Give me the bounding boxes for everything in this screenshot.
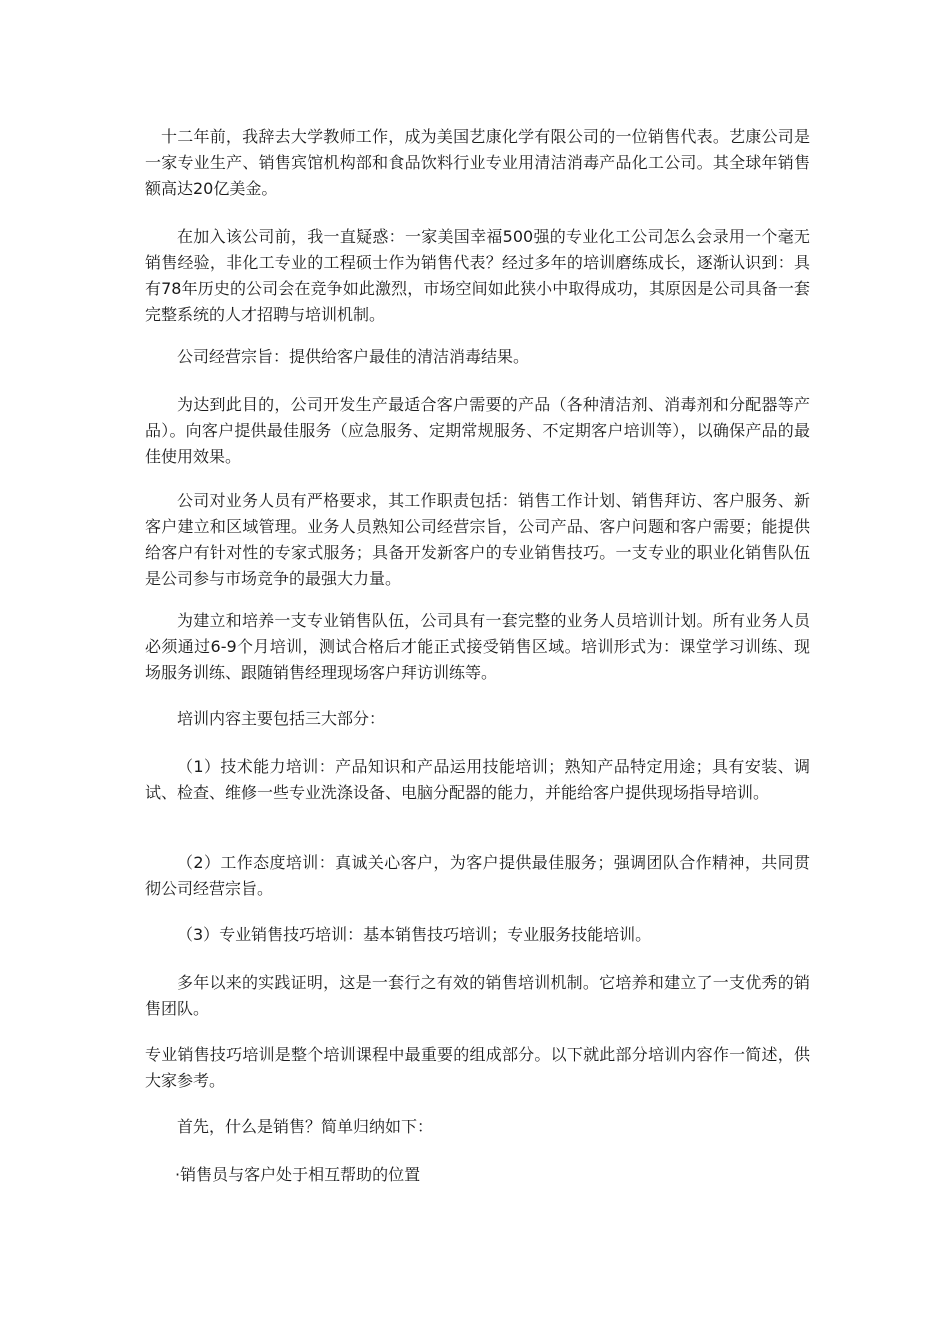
paragraph-training-plan: 为建立和培养一支专业销售队伍，公司具有一套完整的业务人员培训计划。所有业务人员必须通过6-9个月培训，测试合格后才能正式接受销售区域。培训形式为：课堂学习训练、现场服务训练、跟随销售经理现场客户拜访训练等。 xyxy=(145,611,810,682)
paragraph-training-content: 培训内容主要包括三大部分： xyxy=(177,709,386,728)
paragraph-item-1: （1）技术能力培训：产品知识和产品运用技能培训；熟知产品特定用途；具有安装、调试、检查、维修一些专业洗涤设备、电脑分配器的能力，并能给客户提供现场指导培训。 xyxy=(145,757,810,802)
paragraph-item-2: （2）工作态度培训：真诚关心客户，为客户提供最佳服务；强调团队合作精神，共同贯彻公司经营宗旨。 xyxy=(145,853,810,898)
paragraph-duties: 公司对业务人员有严格要求，其工作职责包括：销售工作计划、销售拜访、客户服务、新客户建立和区域管理。业务人员熟知公司经营宗旨，公司产品、客户问题和客户需要；能提供给客户有针对性的专家式服务；具备开发新客户的专业销售技巧。一支专业的职业化销售队伍是公司参与市场竞争的最强大力量。 xyxy=(145,491,810,588)
paragraph-mission: 公司经营宗旨：提供给客户最佳的清洁消毒结果。 xyxy=(177,347,530,366)
paragraph-products: 为达到此目的，公司开发生产最适合客户需要的产品（各种清洁剂、消毒剂和分配器等产品）。向客户提供最佳服务（应急服务、定期常规服务、不定期客户培训等），以确保产品的最佳使用效果。 xyxy=(145,395,810,466)
paragraph-what-is-sales: 首先，什么是销售？简单归纳如下： xyxy=(177,1117,434,1136)
paragraph-item-3: （3）专业销售技巧培训：基本销售技巧培训；专业服务技能培训。 xyxy=(177,925,652,944)
paragraph-doubt: 在加入该公司前，我一直疑惑：一家美国幸福500强的专业化工公司怎么会录用一个毫无销售经验，非化工专业的工程硕士作为销售代表？经过多年的培训磨练成长，逐渐认识到：具有78年历史的公司会在竞争如此激烈，市场空间如此狭小中取得成功，其原因是公司具备一套完整系统的人才招聘与培训机制。 xyxy=(145,227,810,324)
bullet-item: ·销售员与客户处于相互帮助的位置 xyxy=(175,1165,421,1184)
paragraph-practice: 多年以来的实践证明，这是一套行之有效的销售培训机制。它培养和建立了一支优秀的销售团队。 xyxy=(145,973,810,1018)
paragraph-intro: 十二年前，我辞去大学教师工作，成为美国艺康化学有限公司的一位销售代表。艺康公司是一家专业生产、销售宾馆机构部和食品饮料行业专业用清洁消毒产品化工公司。其全球年销售额高达20亿美金。 xyxy=(145,127,810,198)
paragraph-skills: 专业销售技巧培训是整个培训课程中最重要的组成部分。以下就此部分培训内容作一简述，供大家参考。 xyxy=(145,1045,810,1090)
